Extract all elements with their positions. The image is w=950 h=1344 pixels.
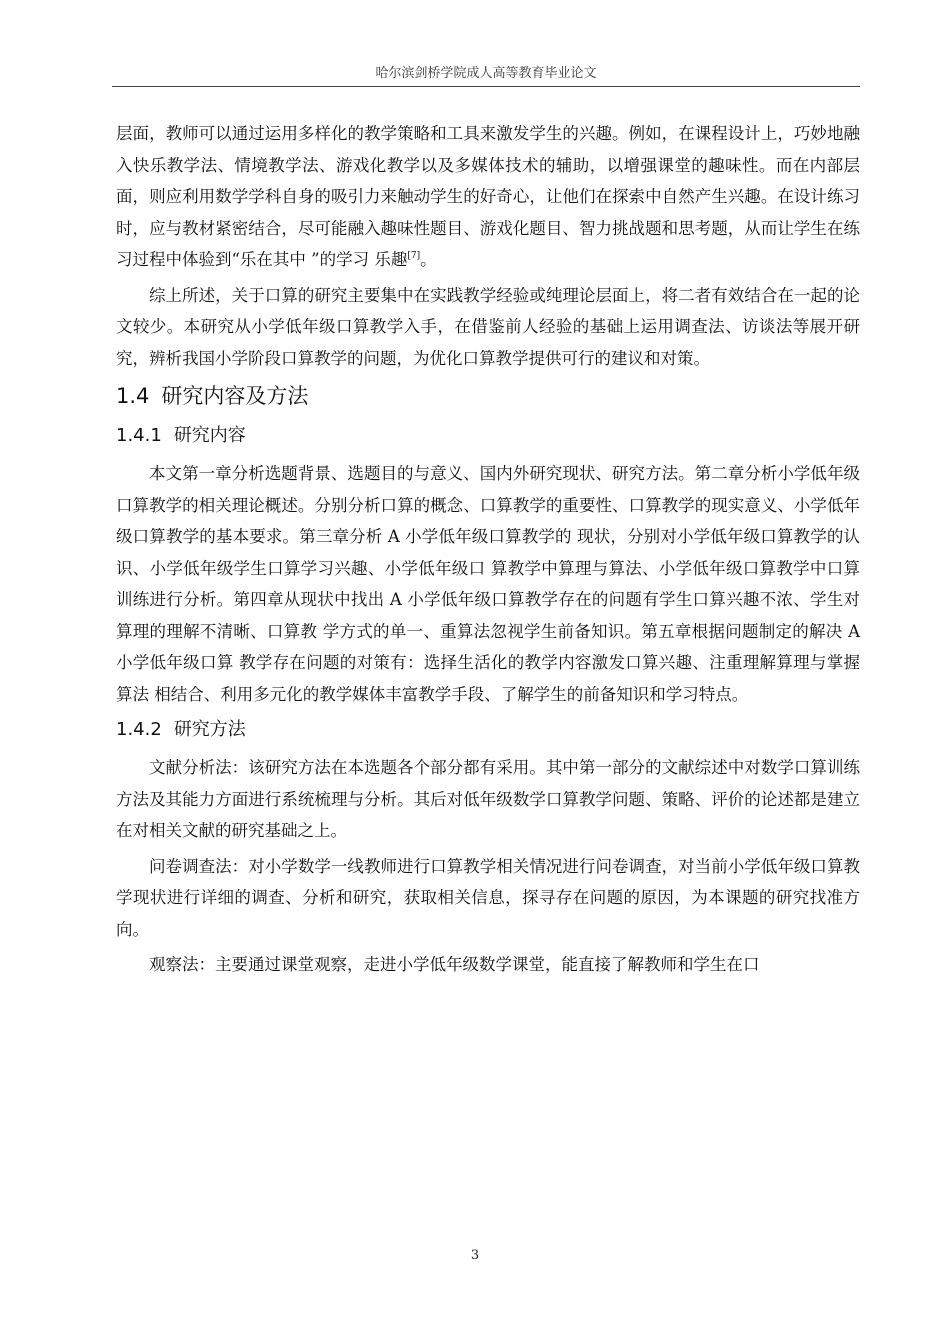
paragraph-end: 。 <box>420 250 437 269</box>
document-body <box>116 118 860 985</box>
paragraph-text: 层面，教师可以通过运用多样化的教学策略和工具来激发学生的兴趣。例如，在课程设计上，巧妙地融入快乐教学法、情境教学法、游戏化教学以及多媒体技术的辅助，以增强课堂的趣味性。而在内部层面，则应利用数学学科自身的吸引力来触动学生的好奇心，让他们在探索中自然产生兴趣。在设计练习时，应与教材紧密结合，尽可能融入趣味性题目、游戏化题目、智力挑战题和思考题，从而让学生在练习过程中体验到“乐在其中 ”的学习 乐趣 <box>116 124 860 269</box>
paragraph-interest-strategies <box>116 118 860 276</box>
paragraph-questionnaire-method: 问卷调查法：对小学数学一线教师进行口算教学相关情况进行问卷调查，对当前小学低年级口算教学现状进行详细的调查、分析和研究，获取相关信息，探寻存在问题的原因，为本课题的研究找准方向。 <box>116 856 860 939</box>
paragraph-summary: 综上所述，关于口算的研究主要集中在实践教学经验或纯理论层面上，将二者有效结合在一起的论文较少。本研究从小学低年级口算教学入手，在借鉴前人经验的基础上运用调查法、访谈法等展开研究，辨析我国小学阶段口算教学的问题，为优化口算教学提供可行的建议和对策。 <box>116 285 860 368</box>
subsection-heading-1-4-2 <box>116 714 860 746</box>
paragraph-literature-method: 文献分析法：该研究方法在本选题各个部分都有采用。其中第一部分的文献综述中对数学口算训练方法及其能力方面进行系统梳理与分析。其后对低年级数学口算教学问题、策略、评价的论述都是建立在对相关文献的研究基础之上。 <box>116 758 860 840</box>
header-divider <box>112 86 860 87</box>
paragraph-observation-method: 观察法：主要通过课堂观察，走进小学低年级数学课堂，能直接了解教师和学生在口 <box>149 955 760 974</box>
subsection-number: 1.4.1 <box>116 425 162 446</box>
section-title: 研究内容及方法 <box>161 384 309 408</box>
section-heading-1-4 <box>116 378 860 414</box>
paragraph-research-content: 本文第一章分析选题背景、选题目的与意义、国内外研究现状、研究方法。第二章分析小学低年级口算教学的相关理论概述。分别分析口算的概念、口算教学的重要性、口算教学的现实意义、小学低年级口算教学的基本要求。第三章分析 A 小学低年级口算教学的 现状，分别对小学低年级口算教学的认识、小学低年级学生口算学习兴趣、小学低年级口 算教学中算理与算法、小学低年级口算教学中口算训练进行分析。第四章从现状中找出 A 小学低年级口算教学存在的问题有学生口算兴趣不浓、学生对算理的理解不清晰、口算教 学方式的单一、重算法忽视学生前备知识。第五章根据问题制定的解决 A 小学低年级口算 教学存在问题的对策有：选择生活化的教学内容激发口算兴趣、注重理解算理与掌握算法 相结合、利用多元化的教学媒体丰富教学手段、了解学生的前备知识和学习特点。 <box>116 464 860 704</box>
page-number: 3 <box>470 1248 480 1263</box>
running-header: 哈尔滨剑桥学院成人高等教育毕业论文 <box>375 66 597 81</box>
subsection-heading-1-4-1 <box>116 420 860 452</box>
citation-marker: [7] <box>407 251 421 261</box>
subsection-title: 研究内容 <box>173 425 246 446</box>
section-number: 1.4 <box>116 384 150 408</box>
subsection-number: 1.4.2 <box>116 719 162 740</box>
subsection-title: 研究方法 <box>173 719 246 740</box>
